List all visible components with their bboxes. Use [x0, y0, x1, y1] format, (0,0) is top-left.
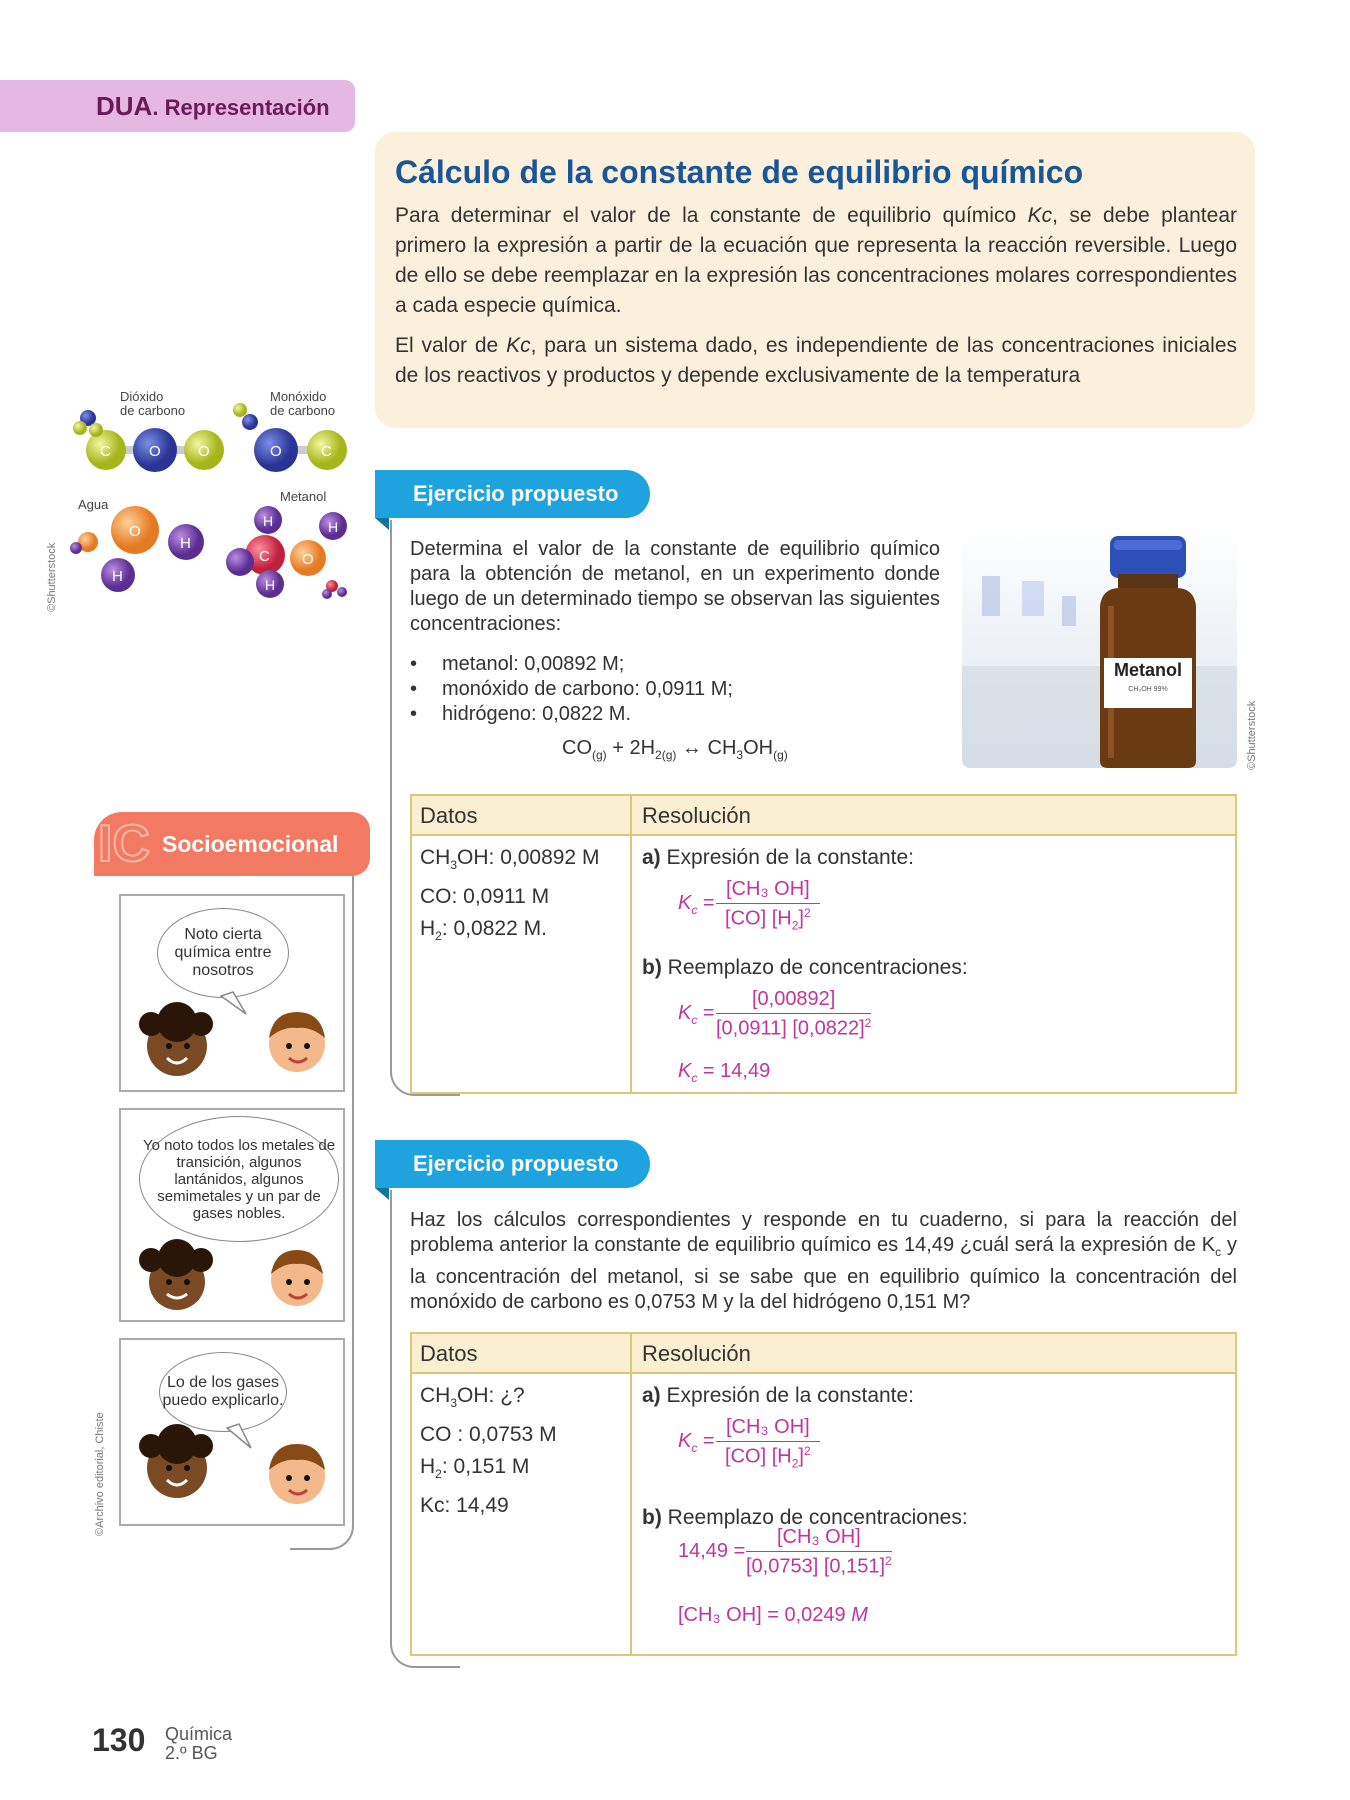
header-datos: Datos: [420, 803, 478, 828]
speech-bubble-1: Noto cierta química entre nosotros: [157, 908, 289, 998]
exercise-1-tab: Ejercicio propuesto: [375, 470, 650, 518]
footer-subject: [165, 1725, 232, 1763]
list-item: • metanol: 0,00892 M;: [410, 652, 940, 677]
methanol-result: [CH₃ OH] = 0,0249 M: [678, 1604, 868, 1626]
reaction-equation: $CO_{(g)} + 2H_{2(g)}$ ↔ $CH_3OH_{(g)}$: [562, 737, 788, 762]
bottle-drawing: [962, 526, 1237, 768]
comic-panel-2: [119, 1108, 345, 1322]
step-a: a) Expresión de la constante:: [642, 1384, 915, 1407]
header-datos: Datos: [420, 1341, 478, 1366]
info-paragraph-1: Para determinar el valor de la constante de equilibrio químico Kc, se debe plantear primero la expresión a partir de la ecuación que representa la reacción reversible. Luego de ello se debe reemplazar en la expresión las concentraciones molares correspondientes a cada especie química.: [395, 204, 1237, 317]
data-table-2: [410, 1332, 1237, 1656]
comic-characters-3: [121, 1340, 347, 1528]
svg-text:C: C: [259, 548, 270, 565]
comic-panel-3: [119, 1338, 345, 1526]
data-table-1: [410, 794, 1237, 1094]
svg-text:H: H: [328, 519, 339, 535]
datos-methanol: $CH_3OH$: 0,00892 M: [420, 846, 600, 873]
photo-credit-right: ©Shutterstock: [1246, 700, 1258, 770]
info-box: [375, 132, 1255, 428]
section-title: Cálculo de la constante de equilibrio químico: [395, 154, 1084, 190]
header-resolucion: Resolución: [642, 1341, 751, 1366]
kc-substitution-2: $\frac{\text{[CH₃ OH]}}{[0,0753] [0,151]^2}$: [746, 1526, 892, 1578]
datos-co: CO: 0,0911 M: [420, 885, 550, 909]
info-paragraph-2: El valor de Kc, para un sistema dado, es independiente de las concentraciones iniciales de los reactivos y productos y depende exclusivamente de la temperatura: [395, 334, 1238, 387]
water-label: Agua: [78, 497, 109, 512]
speech-bubble-3: Lo de los gases puedo explicarlo.: [159, 1352, 287, 1432]
datos-h2: $H_2$: 0,0822 M.: [420, 917, 547, 944]
footer-grade: 2.º BG: [165, 1743, 218, 1763]
svg-text:C: C: [321, 443, 332, 460]
list-item: • hidrógeno: 0,0822 M.: [410, 702, 940, 727]
comic-characters-2: [121, 1110, 347, 1324]
co-label: Monóxido de carbono: [270, 389, 336, 418]
photo-credit-left: ©Shutterstock: [46, 542, 58, 612]
kc-symbol-1: $K_c$ =: [678, 1430, 715, 1455]
step-a: a) Expresión de la constante:: [642, 846, 915, 869]
svg-text:O: O: [129, 523, 141, 540]
datos-cell: [412, 842, 632, 952]
list-item: • monóxido de carbono: 0,0911 M;: [410, 677, 940, 702]
svg-text:O: O: [149, 443, 161, 460]
kc-symbol-1: $K_c$ =: [678, 892, 715, 917]
kc-expression-2: $\frac{\text{[CH₃ OH]}}{[CO] [H_2]^2}$: [716, 1416, 820, 1471]
socioemocional-label: Socioemocional: [162, 831, 339, 857]
kc-symbol-2: $K_c$ =: [678, 1002, 715, 1027]
concentration-list: [410, 652, 940, 727]
datos-co: CO : 0,0753 M: [420, 1423, 557, 1447]
svg-text:H: H: [112, 568, 123, 585]
comic-credit: ©Archivo editorial, Chiste: [94, 1412, 106, 1536]
dua-subtitle: . Representación: [152, 95, 330, 120]
dua-tab: [0, 80, 355, 132]
datos-methanol: $CH_3OH$: ¿?: [420, 1384, 525, 1411]
socioemocional-tab: [94, 812, 370, 876]
methanol-bottle-photo: [962, 526, 1237, 768]
co2-label: Dióxido de carbono: [120, 389, 186, 418]
exercise-2-text: Haz los cálculos correspondientes y responde en tu cuaderno, si para la reacción del problema anterior la constante de equilibrio químico es 14,49 ¿cuál será la expresión de $K_c$ y la concentración del metanol, si se sabe que en equilibrio químico la concentración del monóxido de carbono es 0,0753 M y la del hidrógeno 0,151 M?: [410, 1209, 1237, 1313]
exercise-1-text: Determina el valor de la constante de equilibrio químico para la obtención de metanol, en un experimento donde luego de un determinado tiempo se observan las siguientes concentraciones:: [410, 538, 940, 635]
svg-text:H: H: [263, 513, 274, 529]
svg-text:O: O: [302, 551, 314, 568]
dua-label: DUA: [96, 91, 153, 121]
molecules-illustration: [40, 380, 370, 620]
ic-logo: IC: [98, 815, 150, 873]
svg-text:O: O: [270, 443, 282, 460]
kc-result: $K_c = 14,49$: [678, 1060, 771, 1085]
svg-text:H: H: [265, 577, 276, 593]
kc-value: 14,49 =: [678, 1540, 746, 1562]
svg-text:O: O: [198, 443, 210, 460]
exercise-2-tab: Ejercicio propuesto: [375, 1140, 650, 1188]
speech-bubble-2: Yo noto todos los metales de transición, algunos lantánidos, algunos semimetales y un par de gases nobles.: [139, 1116, 339, 1242]
comic-characters-1: [121, 896, 347, 1094]
page-number: 130: [92, 1722, 146, 1758]
datos-h2: $H_2$: 0,151 M: [420, 1455, 530, 1482]
footer-subject-name: Química: [165, 1724, 233, 1744]
comic-panel-1: [119, 894, 345, 1092]
kc-substitution-1: $\frac{[0,00892]}{[0,0911] [0,0822]^2}$: [716, 988, 872, 1040]
datos-kc: Kc: 14,49: [420, 1494, 509, 1518]
step-b: b) Reemplazo de concentraciones:: [642, 1506, 968, 1529]
kc-expression-1: $\frac{\text{[CH₃ OH]}}{[CO] [H_2]^2}$: [716, 878, 820, 933]
step-b: b) Reemplazo de concentraciones:: [642, 956, 968, 979]
datos-cell: [412, 1380, 632, 1522]
molecule-drawing: [40, 380, 370, 620]
svg-text:C: C: [100, 443, 111, 460]
bottle-label-small: CH₃OH 99%: [1128, 686, 1168, 693]
methanol-label: Metanol: [280, 489, 327, 504]
bottle-label: Metanol: [1113, 660, 1182, 680]
svg-text:H: H: [180, 535, 191, 552]
header-resolucion: Resolución: [642, 803, 751, 828]
